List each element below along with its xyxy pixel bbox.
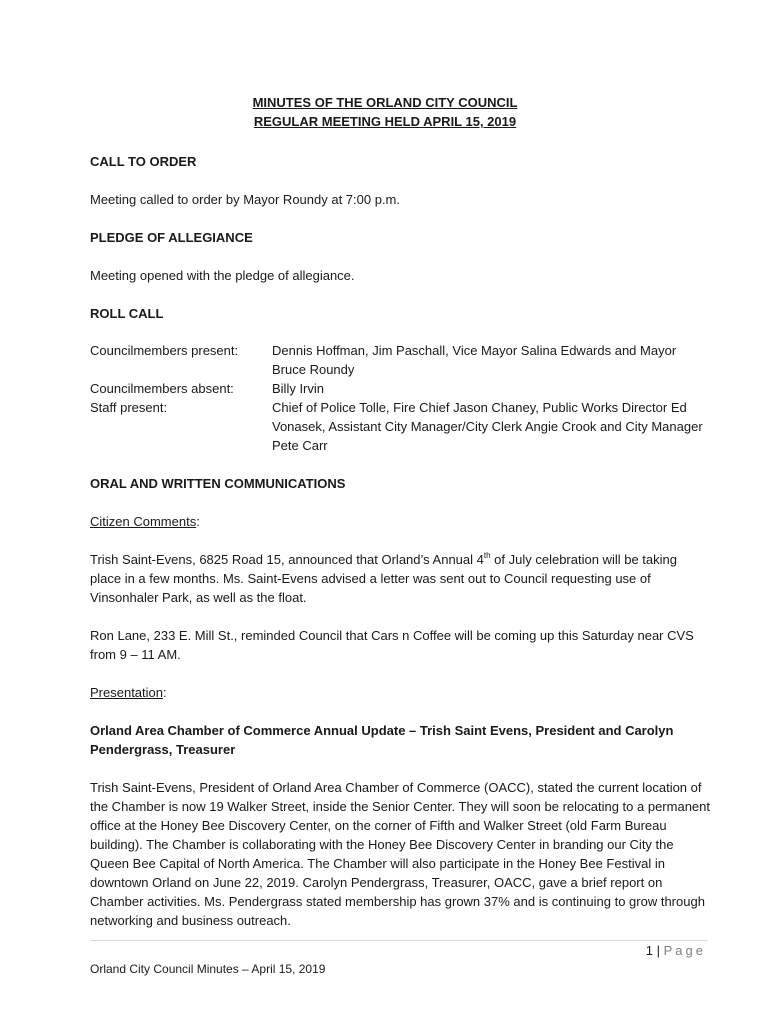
pledge-heading: PLEDGE OF ALLEGIANCE [90, 230, 253, 245]
document-title-line1: MINUTES OF THE ORLAND CITY COUNCIL [252, 95, 518, 110]
roll-call-label: Staff present: [90, 400, 168, 415]
citizen-comment-paragraph [90, 550, 710, 607]
call-to-order-text: Meeting called to order by Mayor Roundy at 7:00 p.m. [90, 192, 400, 207]
roll-call-value: Chief of Police Tolle, Fire Chief Jason Chaney, Public Works Director Ed Vonasek, Assistant City Manager/City Clerk Angie Crook and City Manager Pete Carr [272, 400, 703, 453]
footer-text: Orland City Council Minutes – April 15, 2019 [90, 962, 326, 976]
roll-call-value: Billy Irvin [272, 381, 325, 396]
citizen-comment-text-a: Trish Saint-Evens, 6825 Road 15, announced that Orland’s Annual 4 [90, 552, 484, 567]
call-to-order-heading: CALL TO ORDER [90, 154, 197, 169]
page-number [646, 943, 706, 958]
ordinal-superscript: th [483, 550, 491, 560]
citizen-comment-text-b: of July celebration will be taking place in a few months. Ms. Saint-Evens advised a letter was sent out to Council requesting use of Vinsonhaler Park, as well as the float. [90, 552, 677, 605]
document-title-line2: REGULAR MEETING HELD APRIL 15, 2019 [253, 114, 517, 129]
presentation-paragraph: Trish Saint-Evens, President of Orland Area Chamber of Commerce (OACC), stated the current location of the Chamber is now 19 Walker Street, inside the Senior Center. They will soon be relocating to a permanent office at the Honey Bee Discovery Center, on the corner of Fifth and Walker Street (old Farm Bureau building). The Chamber is collaborating with the Honey Bee Discovery Center in branding our City the Queen Bee Capital of North America. The Chamber will also participate in the Honey Bee Festival in downtown Orland on June 22, 2019. Carolyn Pendergrass, Treasurer, OACC, gave a brief report on Chamber activities. Ms. Pendergrass stated membership has grown 37% and is continuing to grow through networking and business outreach. [90, 780, 710, 928]
citizen-comments-subheading [90, 512, 710, 531]
citizen-comments-colon: : [196, 514, 200, 529]
roll-call-heading: ROLL CALL [90, 306, 164, 321]
presentation-label: Presentation [90, 685, 163, 700]
pledge-text: Meeting opened with the pledge of allegiance. [90, 268, 355, 283]
presentation-heading: Orland Area Chamber of Commerce Annual Update – Trish Saint Evens, President and Carolyn Pendergrass, Treasurer [90, 723, 674, 757]
roll-call-row [90, 341, 710, 379]
roll-call-value: Dennis Hoffman, Jim Paschall, Vice Mayor Salina Edwards and Mayor Bruce Roundy [272, 343, 677, 377]
roll-call-row [90, 379, 710, 398]
footer-divider [90, 940, 708, 941]
roll-call-row [90, 398, 710, 455]
page-number-value: 1 [645, 943, 654, 958]
roll-call-label: Councilmembers absent: [90, 381, 234, 396]
presentation-colon: : [163, 685, 167, 700]
page-number-separator: | [653, 943, 664, 958]
communications-heading: ORAL AND WRITTEN COMMUNICATIONS [90, 476, 346, 491]
page-word: Page [663, 943, 706, 958]
roll-call-table [90, 341, 710, 455]
citizen-comments-label: Citizen Comments [90, 514, 197, 529]
roll-call-label: Councilmembers present: [90, 343, 239, 358]
presentation-subheading [90, 683, 710, 702]
citizen-comment-paragraph-2: Ron Lane, 233 E. Mill St., reminded Council that Cars n Coffee will be coming up this Saturday near CVS from 9 – 11 AM. [90, 628, 694, 662]
